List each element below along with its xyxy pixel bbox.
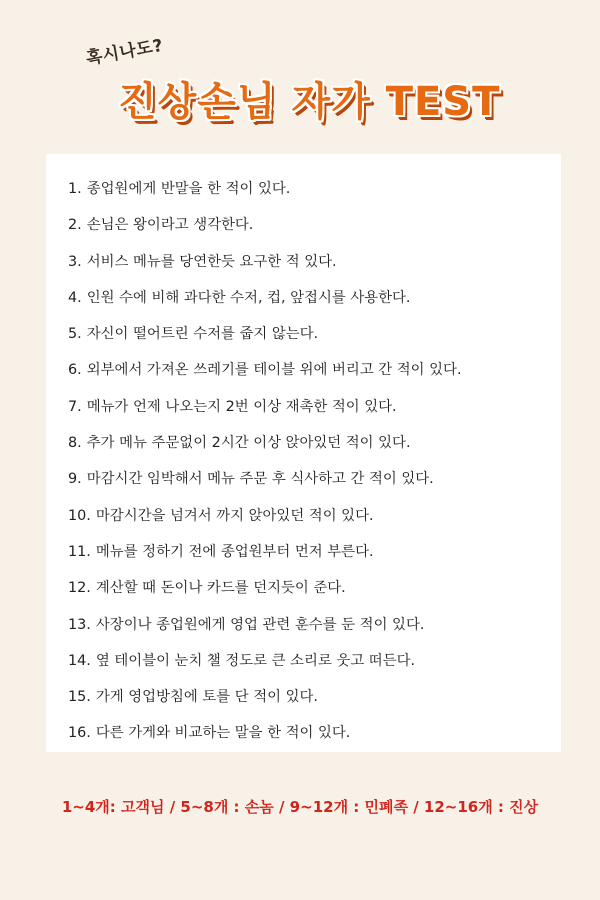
item-number: 10. [68,507,91,524]
item-text: 추가 메뉴 주문없이 2시간 이상 앉아있던 적이 있다. [86,435,411,452]
list-item [68,352,561,388]
item-text: 손님은 왕이라고 생각한다. [86,217,254,234]
subtitle: 혹시나도? [84,35,165,69]
item-text: 다른 가게와 비교하는 말을 한 적이 있다. [95,725,351,742]
list-item [68,498,561,534]
checklist [46,154,561,752]
item-text: 계산할 때 돈이나 카드를 던지듯이 준다. [95,580,346,597]
scoring-legend: 1~4개: 고객님 / 5~8개 : 손놈 / 9~12개 : 민폐족 / 12~16개 : 진상 [61,798,539,816]
item-number: 8. [68,435,82,452]
item-text: 종업원에게 반말을 한 적이 있다. [86,181,291,197]
header [0,0,600,140]
item-number: 3. [68,253,82,270]
item-text: 인원 수에 비해 과다한 수저, 컵, 앞접시를 사용한다. [86,289,411,306]
list-item [68,244,561,280]
list-item [68,280,561,316]
item-number: 6. [68,362,82,379]
list-item [68,316,561,352]
item-number: 1. [68,181,82,197]
list-item [68,679,561,715]
list-item [68,389,561,425]
list-item [68,461,561,497]
item-number: 12. [68,580,91,597]
item-text: 외부에서 가져온 쓰레기를 테이블 위에 버리고 간 적이 있다. [86,362,462,379]
list-item [68,425,561,461]
list-item [68,607,561,643]
item-text: 마감시간을 넘겨서 까지 앉아있던 적이 있다. [95,507,374,524]
item-text: 서비스 메뉴를 당연한듯 요구한 적 있다. [86,253,337,270]
item-text: 가게 영업방침에 토를 단 적이 있다. [95,689,318,706]
item-text: 마감시간 임박해서 메뉴 주문 후 식사하고 간 적이 있다. [86,471,434,488]
item-number: 9. [68,471,82,488]
item-text: 메뉴를 정하기 전에 종업원부터 먼저 부른다. [95,543,374,560]
item-number: 2. [68,217,82,234]
item-number: 13. [68,616,91,633]
list-item [68,715,561,751]
item-number: 5. [68,326,82,343]
list-item [68,643,561,679]
list-item [68,207,561,243]
page-title: 진상손님 자가 TEST [118,79,501,125]
item-number: 14. [68,652,91,669]
item-text: 옆 테이블이 눈치 챌 정도로 큰 소리로 웃고 떠든다. [95,652,416,669]
item-number: 7. [68,398,82,415]
item-number: 15. [68,689,91,706]
item-text: 사장이나 종업원에게 영업 관련 훈수를 둔 적이 있다. [95,616,425,633]
item-number: 11. [68,543,91,560]
list-item [68,171,561,207]
list-item [68,534,561,570]
item-number: 4. [68,289,82,306]
checklist-panel [46,154,561,752]
list-item [68,570,561,606]
item-text: 메뉴가 언제 나오는지 2번 이상 재촉한 적이 있다. [86,398,397,415]
item-text: 자신이 떨어트린 수저를 줍지 않는다. [86,326,319,343]
item-number: 16. [68,725,91,742]
